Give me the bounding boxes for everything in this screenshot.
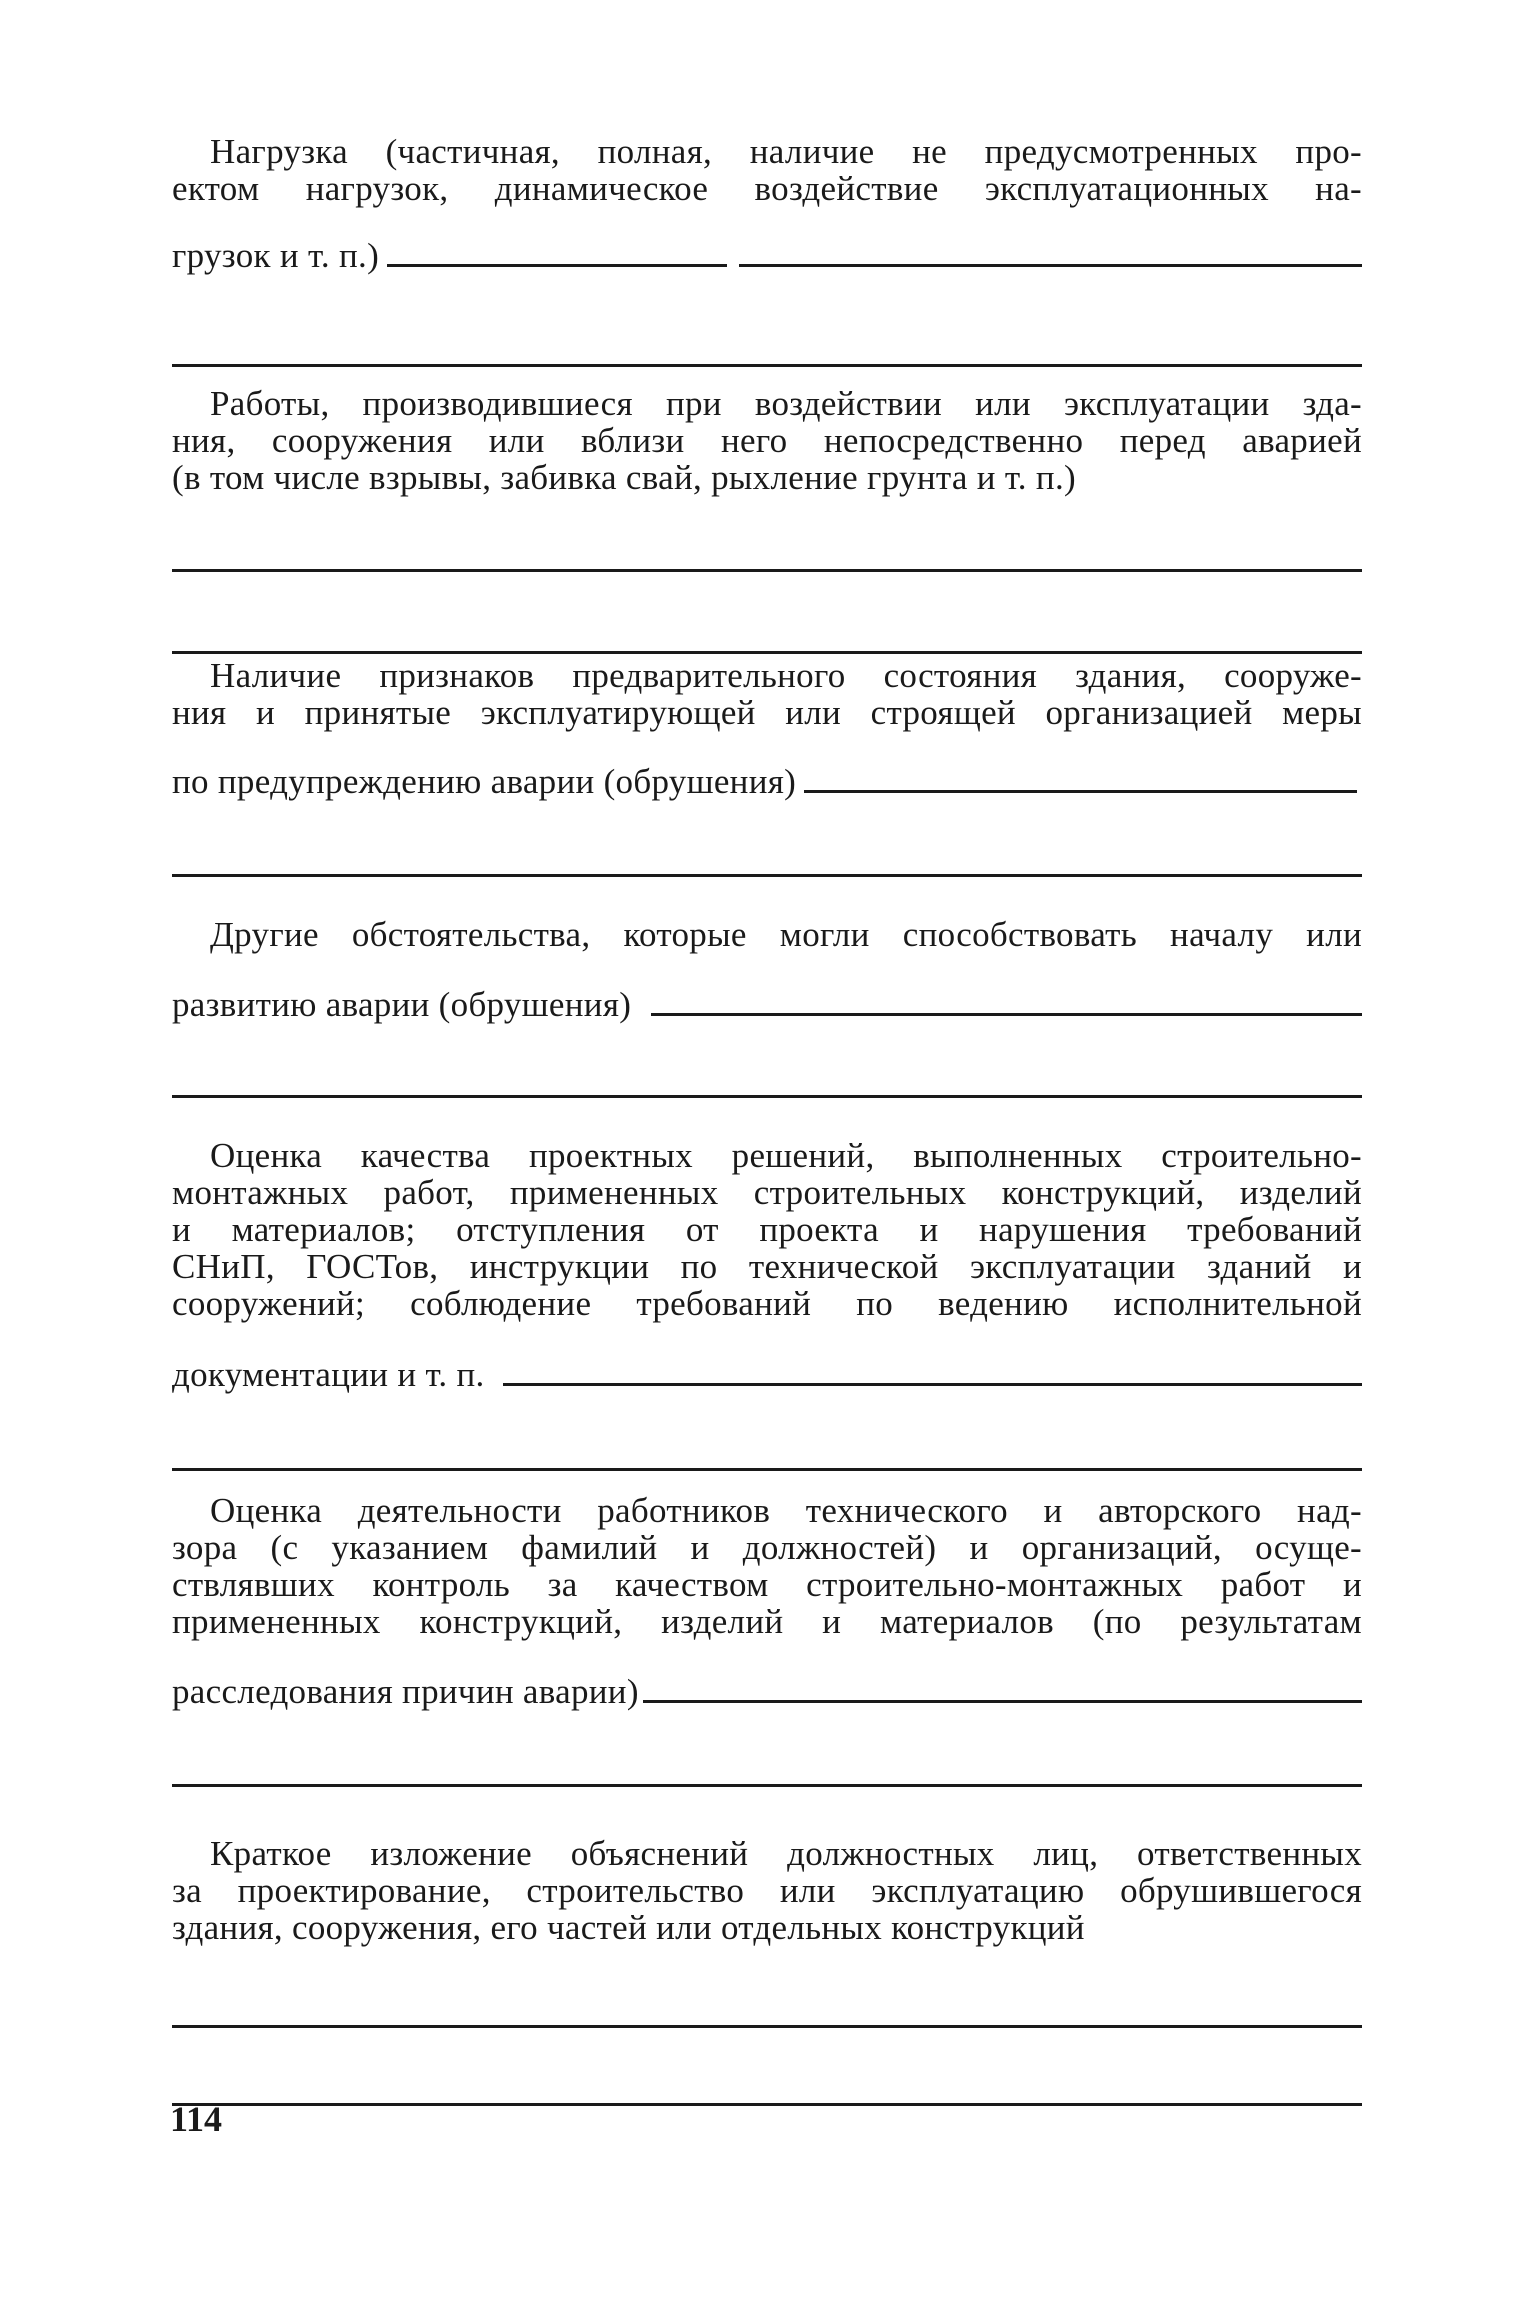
blank-line[interactable]	[172, 569, 1362, 572]
blank-field[interactable]	[643, 1700, 1362, 1703]
fill-line-precondition[interactable]	[172, 762, 1357, 802]
text-line: ния, сооружения или вблизи него непосредственно перед аварией	[172, 421, 1362, 460]
blank-line[interactable]	[172, 1468, 1362, 1471]
section-quality-assessment	[172, 1137, 1362, 1322]
text-line: Другие обстоятельства, которые могли способствовать началу или	[210, 915, 1362, 954]
fill-line-load[interactable]	[172, 236, 1362, 276]
blank-line[interactable]	[172, 874, 1362, 877]
text-line: СНиП, ГОСТов, инструкции по технической эксплуатации зданий и	[172, 1247, 1362, 1286]
text-line: Оценка качества проектных решений, выполненных строительно-	[210, 1136, 1362, 1175]
blank-line[interactable]	[172, 1784, 1362, 1787]
text-line: здания, сооружения, его частей или отдельных конструкций	[172, 1908, 1085, 1947]
section-precondition	[172, 657, 1362, 731]
blank-line[interactable]	[172, 2025, 1362, 2028]
blank-field[interactable]	[387, 264, 1362, 267]
text-line: монтажных работ, примененных строительных конструкций, изделий	[172, 1173, 1362, 1212]
text-line: ния и принятые эксплуатирующей или строящей организацией меры	[172, 693, 1362, 732]
blank-field[interactable]	[651, 1013, 1362, 1016]
fill-label: развитию аварии (обрушения)	[172, 985, 632, 1024]
section-works	[172, 385, 1362, 496]
fill-line-quality[interactable]	[172, 1355, 1362, 1395]
blank-line[interactable]	[172, 1095, 1362, 1098]
blank-line[interactable]	[172, 651, 1362, 654]
section-supervision-assessment	[172, 1492, 1362, 1640]
text-line: (в том числе взрывы, забивка свай, рыхление грунта и т. п.)	[172, 458, 1076, 497]
text-line: сооружений; соблюдение требований по ведению исполнительной	[172, 1284, 1362, 1323]
text-line: Работы, производившиеся при воздействии или эксплуатации зда-	[210, 384, 1362, 423]
section-explanations	[172, 1835, 1362, 1946]
fill-label: расследования причин аварии)	[172, 1672, 639, 1711]
text-line: Нагрузка (частичная, полная, наличие не предусмотренных про-	[210, 132, 1362, 171]
fill-label: по предупреждению аварии (обрушения)	[172, 762, 797, 801]
blank-line[interactable]	[172, 2103, 1362, 2106]
fill-label: документации и т. п.	[172, 1355, 485, 1394]
text-line: зора (с указанием фамилий и должностей) и организаций, осуще-	[172, 1528, 1362, 1567]
fill-line-other[interactable]	[172, 985, 1362, 1025]
page-number: 114	[170, 2099, 223, 2139]
section-other-circumstances	[172, 916, 1362, 953]
text-line: и материалов; отступления от проекта и нарушения требований	[172, 1210, 1362, 1249]
blank-field[interactable]	[503, 1383, 1362, 1386]
text-line: за проектирование, строительство или эксплуатацию обрушившегося	[172, 1871, 1362, 1910]
section-load	[172, 133, 1362, 207]
blank-field[interactable]	[804, 790, 1357, 793]
text-line: Краткое изложение объяснений должностных лиц, ответственных	[210, 1834, 1362, 1873]
text-line: ствлявших контроль за качеством строительно-монтажных работ и	[172, 1565, 1362, 1604]
fill-label: грузок и т. п.)	[172, 236, 380, 275]
fill-line-supervision[interactable]	[172, 1672, 1362, 1712]
text-line: Оценка деятельности работников технического и авторского над-	[210, 1491, 1362, 1530]
text-line: примененных конструкций, изделий и материалов (по результатам	[172, 1602, 1362, 1641]
text-line: ектом нагрузок, динамическое воздействие эксплуатационных на-	[172, 169, 1362, 208]
text-line: Наличие признаков предварительного состояния здания, сооруже-	[210, 656, 1362, 695]
blank-line[interactable]	[172, 364, 1362, 367]
